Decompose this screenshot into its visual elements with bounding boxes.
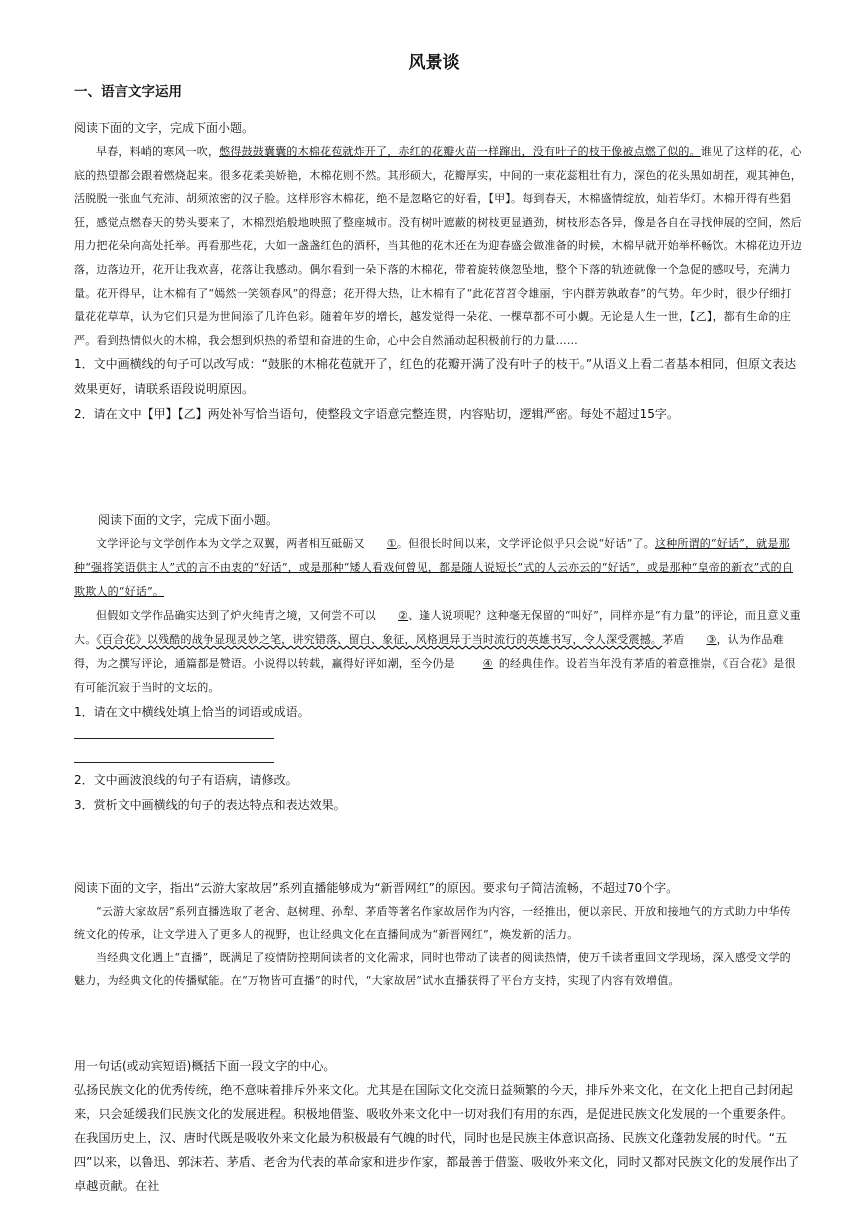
block2-p2-a: 但假如文学作品确实达到了炉火纯青之境，又何尝不可以: [96, 609, 376, 622]
blank-1: ①: [386, 537, 397, 550]
blank-4: ④: [482, 657, 493, 670]
block2-question-1: 1．请在文中横线处填上恰当的词语或成语。: [74, 705, 310, 719]
block4-paragraph: 弘扬民族文化的优秀传统，绝不意味着排斥外来文化。尤其是在国际文化交流日益频繁的今天，排斥外来文化，在文化上把自己封闭起来，只会延缓我们民族文化的发展进程。积极地借鉴、吸收外来文化中一切对我们有用的东西，是促进民族文化发展的一个重要条件。在我国历史上，汉、唐时代既是吸收外来文化最为积极最有气魄的时代，同时也是民族主体意识高扬、民族文化蓬勃发展的时代。“五四”以来，以鲁迅、郭沫若、茅盾、老舍为代表的革命家和进步作家，都最善于借鉴、吸收外来文化，同时又都对民族文化的发展作出了卓越贡献。在社: [74, 1083, 800, 1193]
block2-p1-b: 。但很长时间以来，文学评论似乎只会说“好话”了。: [396, 537, 655, 550]
reading-block-1: [74, 116, 802, 427]
block1-question-2: 2．请在文中【甲】【乙】两处补写恰当语句，使整段文字语意完整连贯，内容贴切，逻辑严密。每处不超过15字。: [74, 407, 679, 422]
block2-p2-d: ，认为作品难得，为之撰写评论，通篇都是赞语。小说得以转载，赢得好评如潮，至今仍是: [74, 633, 784, 670]
block1-passage: [74, 140, 802, 352]
blank-3: ③: [706, 633, 717, 646]
block3-paragraph-1: “云游大家故居”系列直播选取了老舍、赵树理、孙犁、茅盾等著名作家故居作为内容，一经推出，便以亲民、开放和接地气的方式助力中华传统文化的传承，让文学进入了更多人的视野，也让经典文化在直播间成为“新晋网红”，焕发新的活力。: [74, 905, 791, 941]
block2-p2-c: 茅盾: [662, 633, 685, 646]
answer-line-2[interactable]: [74, 762, 274, 763]
block1-underlined-sentence: 憋得鼓鼓囊囊的木棉花苞就炸开了，赤红的花瓣火苗一样蹿出，没有叶子的枝干像被点燃了似的。: [219, 145, 701, 158]
reading-block-4: [74, 1054, 802, 1198]
block1-passage-a: 早春，料峭的寒风一吹，: [96, 145, 220, 158]
block2-p1-a: 文学评论与文学创作本为文学之双翼，两者相互砥砺又: [96, 537, 365, 550]
block1-passage-b: 谁见了这样的花，心底的热望都会跟着燃烧起来。很多花柔美娇艳，木棉花则不然。其形硕大，花瓣厚实，中间的一束花蕊粗壮有力，深色的花头黑如胡茬，观其神色，活脱脱一张血气充沛、胡须浓密的汉子脸。这样形容木棉花，绝不是忽略它的好看，【甲】。每到春天，木棉盛情绽放，灿若华灯。木棉开得有些猖狂，感觉点燃春天的势头要来了，木棉烈焰般地映照了整座城市。没有树叶遮蔽的树枝更显遒劲，树枝形态各异，像是各自在寻找伸展的空间，然后用力把花朵向高处托举。再看那些花，大如一盏盏红色的酒杯，当其他的花木还在为迎春盛会做准备的时候，木棉早就开始举杯畅饮。木棉花边开边落，边落边开，花开让我欢喜，花落让我感动。偶尔看到一朵下落的木棉花，带着旋转倏忽坠地，整个下落的轨迹就像一个急促的感叹号，充满力量。花开得早，让木棉有了“嫣然一笑领春风”的得意；花开得大热，让木棉有了“此花苕苕令雄丽，宇内群芳孰敢春”的气势。年少时，很少仔细打量花花草草，认为它们只是为世间添了几许色彩。随着年岁的增长，越发觉得一朵花、一棵草都不可小觑。无论是人生一世，【乙】，都有生命的庄严。看到热情似火的木棉，我会想到炽热的希望和奋进的生命，心中会自然涌动起积极前行的力量……: [74, 145, 802, 347]
block2-intro: 阅读下面的文字，完成下面小题。: [98, 513, 279, 527]
block2-wavy-sentence: 《百合花》以残酷的战争显现灵妙之笔，讲究错落、留白、象征，风格迥异于当时流行的英雄书写，令人深受震撼。: [96, 633, 663, 646]
reading-block-3: [74, 876, 802, 992]
block4-intro: 用一句话(或动宾短语)概括下面一段文字的中心。: [74, 1059, 336, 1073]
section-heading: 一、语言文字运用: [74, 84, 182, 100]
block3-paragraph-2: 当经典文化遇上“直播”，既满足了疫情防控期间读者的文化需求，同时也带动了读者的阅读热情，使万千读者重回文学现场，深入感受文学的魅力，为经典文化的传播赋能。在“万物皆可直播”的时代，“大家故居”试水直播获得了平台方支持，实现了内容有效增值。: [74, 951, 791, 987]
block2-question-3: 3．赏析文中画横线的句子的表达特点和表达效果。: [74, 798, 346, 812]
block2-underlined-sentence: 这种所谓的“好话”，就是那种“强将笑语供主人”式的言不由衷的“好话”，或是那种“矮人看戏何曾见，都是随人说短长”式的人云亦云的“好话”，或是那种“皇帝的新衣”式的自欺欺人的“好话”。: [74, 537, 794, 598]
reading-block-2: [74, 508, 802, 725]
block2-p2-e: 的经典佳作。设若当年没有茅盾的着意推崇，《百合花》是很有可能沉寂于当时的文坛的。: [74, 657, 796, 694]
block3-intro: 阅读下面的文字，指出“云游大家故居”系列直播能够成为“新晋网红”的原因。要求句子简洁流畅，不超过70个字。: [74, 881, 679, 895]
block1-question-1: 1．文中画横线的句子可以改写成：“鼓胀的木棉花苞就开了，红色的花瓣开满了没有叶子的枝干。”从语义上看二者基本相同，但原文表达效果更好，请联系语段说明原因。: [74, 357, 797, 397]
block2-question-2: 2．文中画波浪线的句子有语病，请修改。: [74, 773, 298, 787]
blank-2: ②: [398, 609, 409, 622]
page-title: 风景谈: [408, 53, 460, 73]
block2-paragraph-2: [74, 604, 802, 700]
block2-paragraph-1: [74, 532, 802, 604]
block2-p2-b: 、逢人说项呢？这种毫无保留的“叫好”，同样亦是“有力量”的评论，而且意义重大。: [74, 609, 801, 646]
answer-line-1[interactable]: [74, 738, 274, 739]
block1-intro: 阅读下面的文字，完成下面小题。: [74, 121, 255, 135]
reading-block-2-questions: [74, 768, 802, 818]
